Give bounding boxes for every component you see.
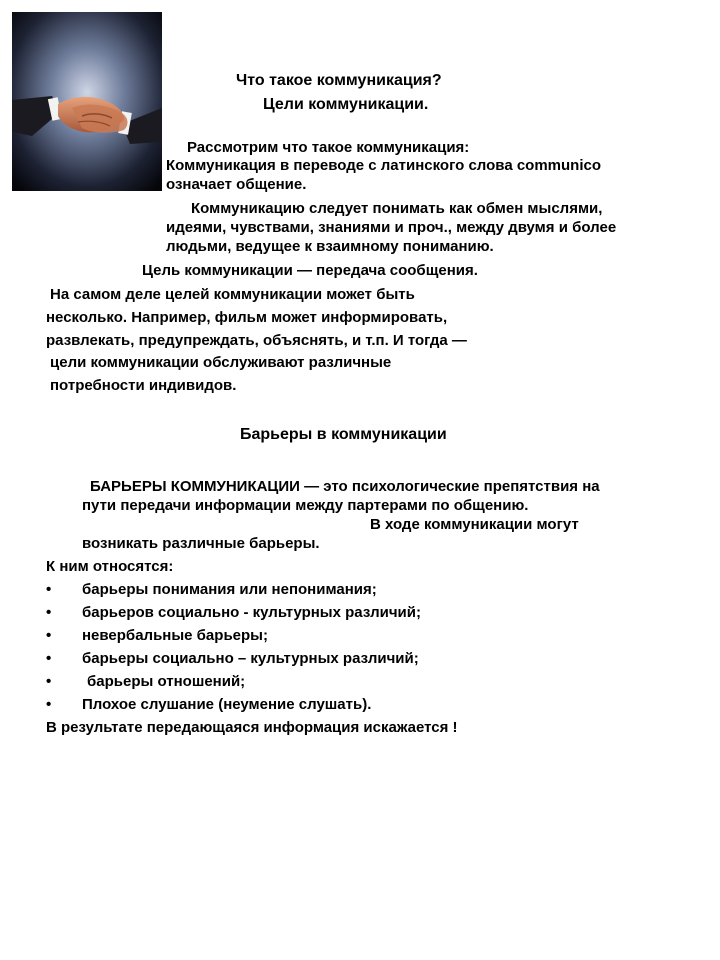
goal-statement: Цель коммуникации — передача сообщения. — [142, 262, 478, 279]
paragraph-line: несколько. Например, фильм может информировать, — [46, 309, 448, 326]
list-item-text: Плохое слушание (неумение слушать). — [82, 696, 372, 713]
list-item-text: барьеры социально – культурных различий; — [82, 650, 419, 667]
list-item-text: невербальные барьеры; — [82, 627, 268, 644]
intro-line: идеями, чувствами, знаниями и проч., между двумя и более — [166, 219, 617, 236]
intro-line: людьми, ведущее к взаимному пониманию. — [166, 238, 494, 255]
list-item-text: барьеры понимания или непонимания; — [82, 581, 377, 598]
bullet-icon: • — [46, 604, 52, 621]
section-heading: Барьеры в коммуникации — [240, 426, 447, 443]
paragraph-line: развлекать, предупреждать, объяснять, и т.п. И тогда — — [46, 332, 467, 349]
definition-line: БАРЬЕРЫ КОММУНИКАЦИИ — это психологические препятствия на — [90, 478, 600, 495]
page-title-line1: Что такое коммуникация? — [236, 72, 442, 89]
handshake-photo-icon — [12, 12, 162, 191]
list-item-text: барьеров социально - культурных различий; — [82, 604, 421, 621]
definition-line: В ходе коммуникации могут — [370, 516, 579, 533]
definition-line: возникать различные барьеры. — [82, 535, 320, 552]
bullet-icon: • — [46, 696, 52, 713]
bullet-icon: • — [46, 650, 52, 667]
handshake-image — [12, 12, 162, 191]
definition-line: пути передачи информации между партерами по общению. — [82, 497, 529, 514]
intro-line: Рассмотрим что такое коммуникация: — [187, 139, 470, 156]
bullet-icon: • — [46, 581, 52, 598]
bullet-icon: • — [46, 673, 52, 690]
paragraph-line: потребности индивидов. — [50, 377, 237, 394]
paragraph-line: цели коммуникации обслуживают различные — [50, 354, 392, 371]
bullet-icon: • — [46, 627, 52, 644]
conclusion: В результате передающаяся информация искажается ! — [46, 719, 458, 736]
intro-line: Коммуникация в переводе с латинского слова communico — [166, 157, 602, 174]
intro-line: Коммуникацию следует понимать как обмен мыслями, — [191, 200, 603, 217]
intro-line: означает общение. — [166, 176, 307, 193]
list-item-text: барьеры отношений; — [87, 673, 246, 690]
list-intro: К ним относятся: — [46, 558, 174, 575]
page-title-line2: Цели коммуникации. — [263, 96, 429, 113]
paragraph-line: На самом деле целей коммуникации может быть — [50, 286, 415, 303]
